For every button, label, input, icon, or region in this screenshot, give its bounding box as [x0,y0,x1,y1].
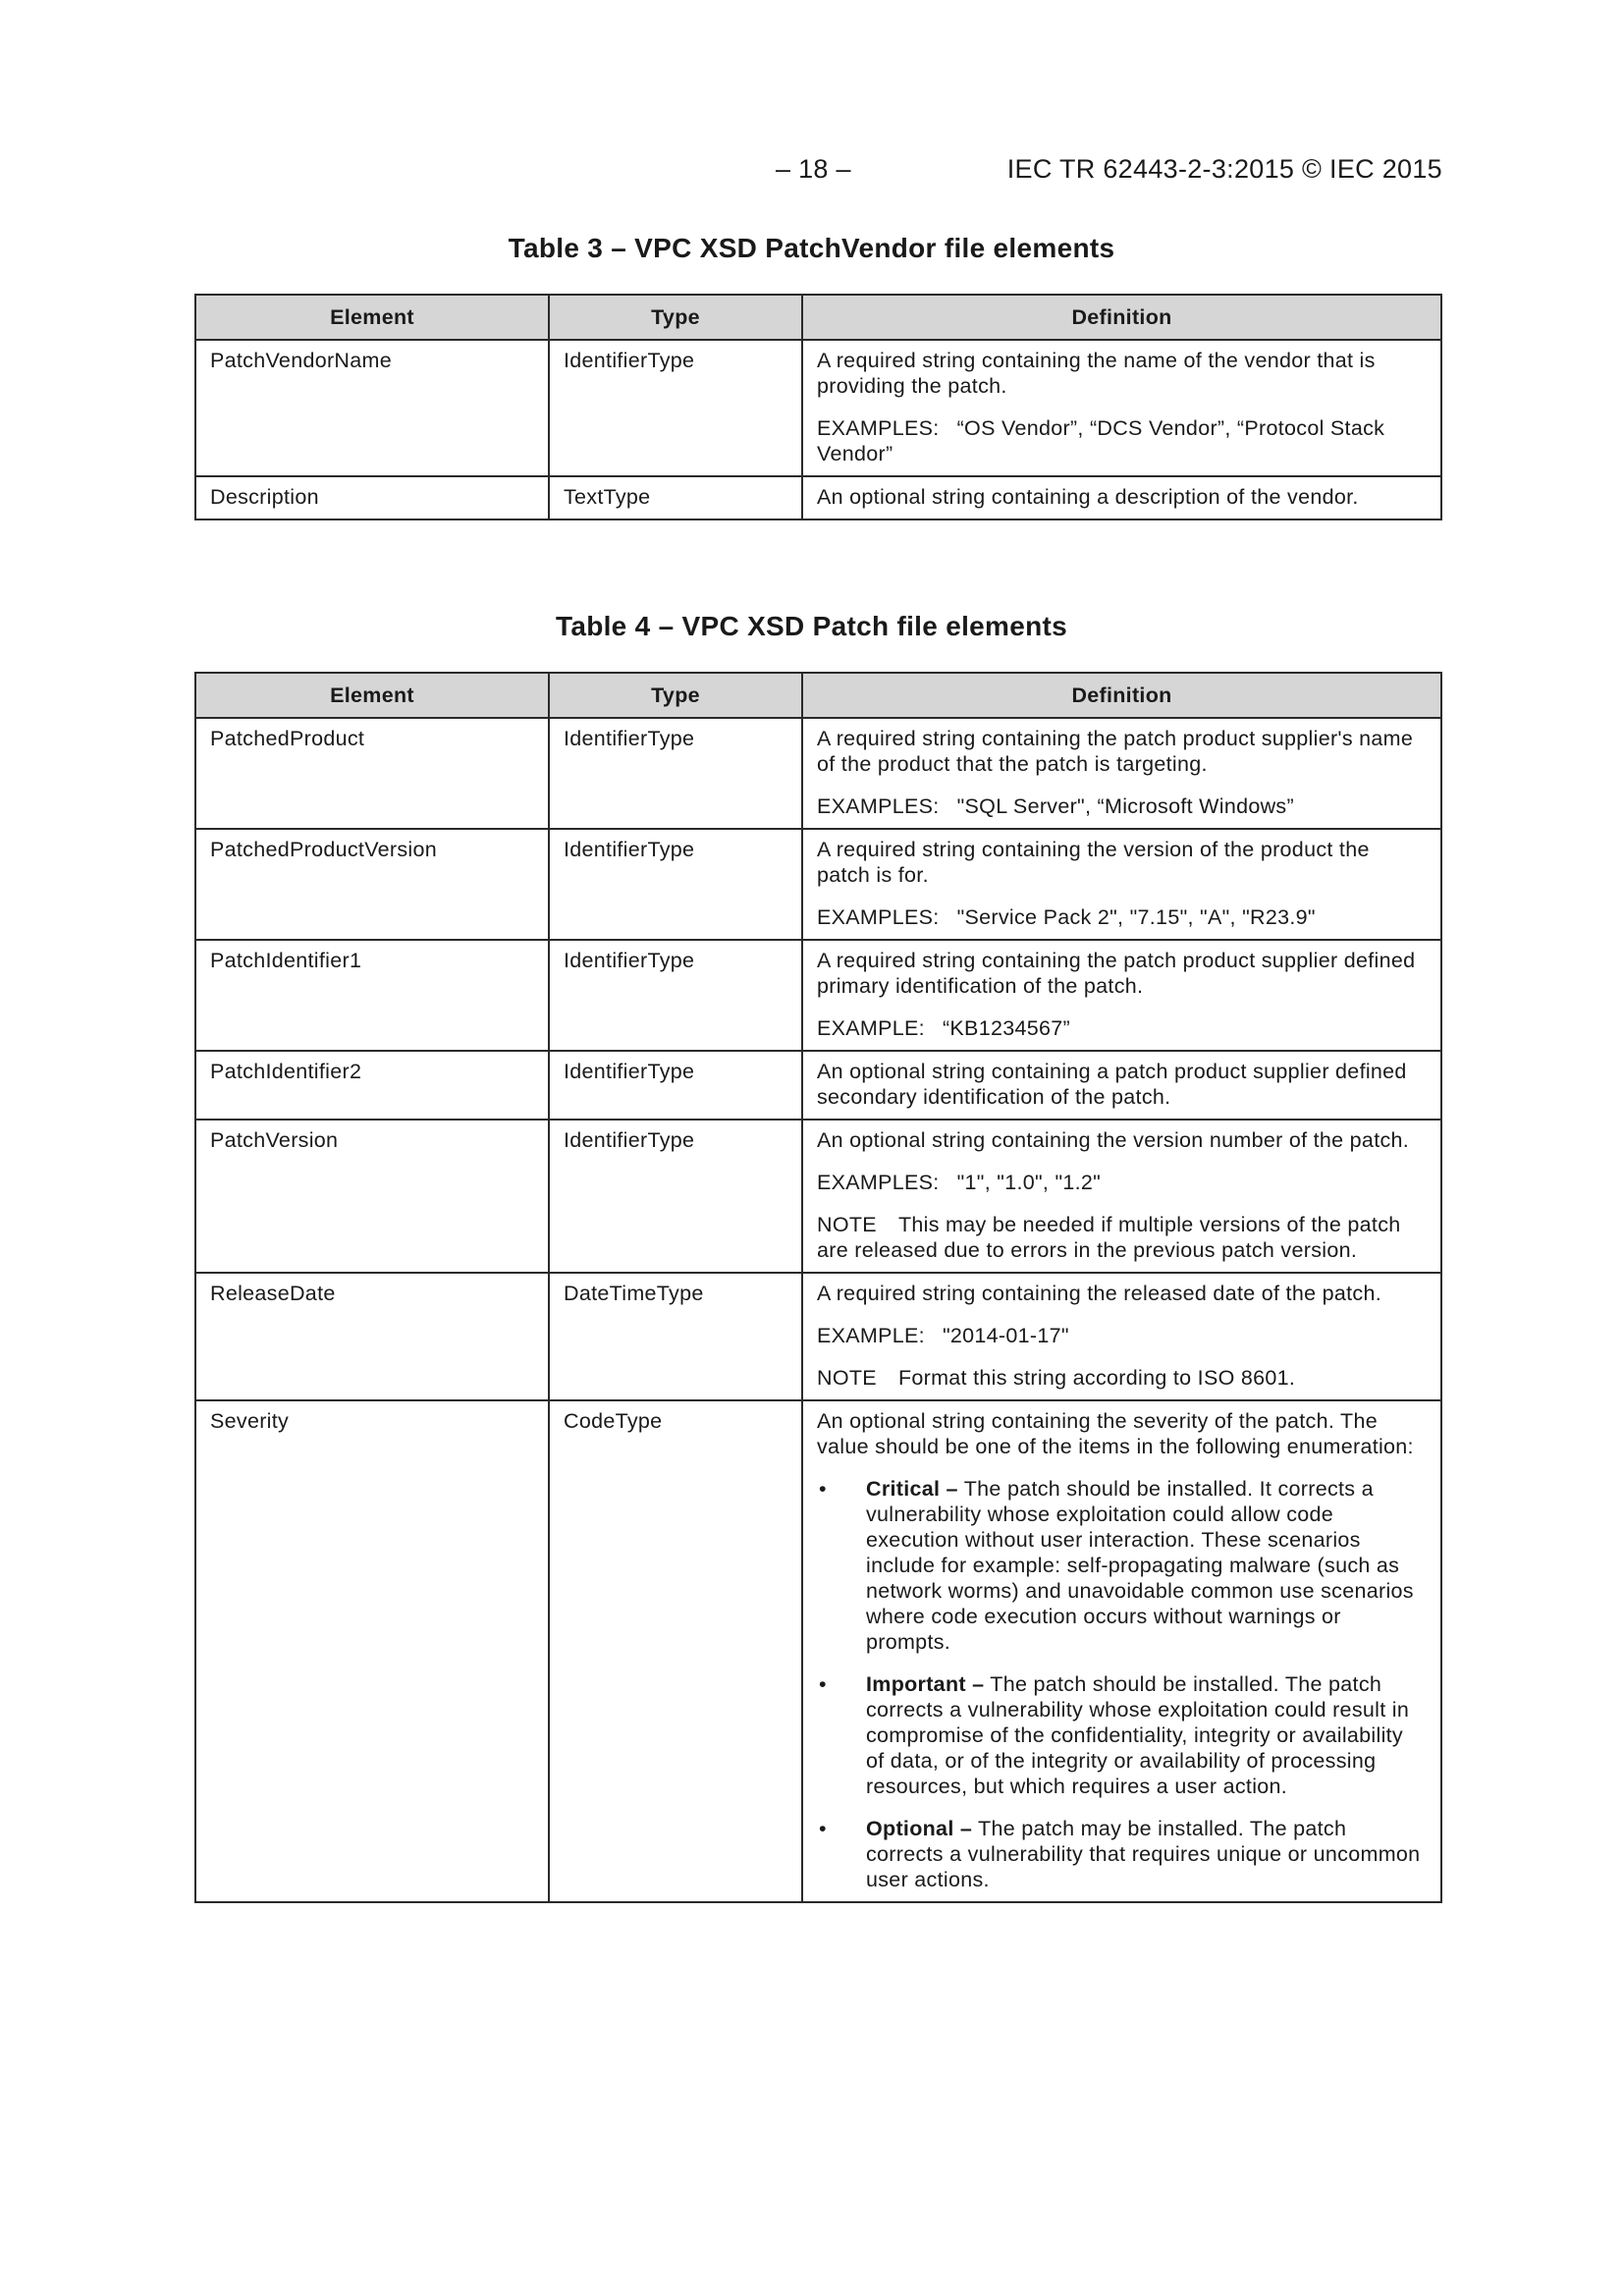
column-header-type: Type [549,673,802,718]
table-row [195,718,1441,829]
table-row [195,829,1441,940]
page-header [0,154,1623,190]
example-value: “OS Vendor”, “DCS Vendor”, “Protocol Stack Vendor” [817,416,1385,465]
table-row [195,340,1441,476]
element-cell: PatchVersion [195,1120,549,1273]
definition-cell [802,476,1441,519]
severity-term: Optional – [866,1817,973,1840]
severity-description: The patch should be installed. It corrects a vulnerability whose exploitation could allow code execution without user interaction. These scenarios include for example: self-propagating malware (such as network worms) and unavoidable common use scenarios where code execution occurs without warnings or prompts. [866,1477,1414,1654]
definition-cell [802,940,1441,1051]
note-text: Format this string according to ISO 8601. [897,1366,1296,1390]
bullet-icon: • [819,1672,827,1696]
column-header-type: Type [549,295,802,340]
note [817,1365,1427,1391]
type-cell: IdentifierType [549,1051,802,1120]
element-cell: ReleaseDate [195,1273,549,1400]
type-cell: IdentifierType [549,718,802,829]
example-label: EXAMPLE: [817,1324,925,1347]
table4-caption: Table 4 – VPC XSD Patch file elements [556,611,1067,641]
example-label: EXAMPLES: [817,416,940,440]
table-header-row [195,673,1441,718]
element-cell: PatchIdentifier2 [195,1051,549,1120]
type-cell: TextType [549,476,802,519]
example [817,1015,1427,1041]
example-value: "SQL Server", “Microsoft Windows” [956,794,1294,818]
element-cell: PatchedProduct [195,718,549,829]
table-row [195,1273,1441,1400]
type-cell: DateTimeType [549,1273,802,1400]
example [817,415,1427,466]
definition-cell [802,1051,1441,1120]
example [817,793,1427,819]
definition-text: A required string containing the version of the product the patch is for. [817,838,1370,887]
example-label: EXAMPLES: [817,905,940,929]
severity-list [817,1476,1427,1892]
definition-cell [802,1120,1441,1273]
severity-term: Important – [866,1672,985,1696]
table3-caption: Table 3 – VPC XSD PatchVendor file elements [508,233,1115,263]
element-cell: PatchVendorName [195,340,549,476]
severity-term: Critical – [866,1477,958,1501]
column-header-element: Element [195,673,549,718]
type-cell: IdentifierType [549,1120,802,1273]
note-text: This may be needed if multiple versions of the patch are released due to errors in the previous patch version. [817,1213,1401,1262]
table-row [195,1400,1441,1902]
table-row [195,1120,1441,1273]
severity-description: The patch should be installed. The patch corrects a vulnerability whose exploitation could result in compromise of the confidentiality, integrity or availability of data, or of the integrity or availability of processing resources, but which requires a user action. [866,1672,1410,1798]
example-label: EXAMPLES: [817,794,940,818]
example-label: EXAMPLES: [817,1171,940,1194]
element-cell: Description [195,476,549,519]
page-number: – 18 – [776,154,851,184]
definition-text: A required string containing the released date of the patch. [817,1282,1381,1305]
definition-text: An optional string containing the severity of the patch. The value should be one of the items in the following enumeration: [817,1409,1414,1458]
definition-text: An optional string containing a description of the vendor. [817,485,1359,509]
list-item [817,1476,1427,1655]
example-value: "2014-01-17" [942,1324,1069,1347]
note [817,1212,1427,1263]
list-item [817,1816,1427,1892]
definition-text: A required string containing the name of the vendor that is providing the patch. [817,349,1376,398]
type-cell: IdentifierType [549,829,802,940]
table-row [195,1051,1441,1120]
type-cell: IdentifierType [549,940,802,1051]
table-row [195,940,1441,1051]
element-cell: PatchIdentifier1 [195,940,549,1051]
example-value: "1", "1.0", "1.2" [956,1171,1102,1194]
table4 [194,672,1442,1903]
definition-cell [802,718,1441,829]
table-row [195,476,1441,519]
example [817,1323,1427,1348]
definition-text: A required string containing the patch product supplier's name of the product that the patch is targeting. [817,727,1414,776]
example-value: “KB1234567” [942,1016,1070,1040]
definition-cell [802,1273,1441,1400]
example [817,1170,1427,1195]
example-value: "Service Pack 2", "7.15", "A", "R23.9" [956,905,1316,929]
definition-cell [802,1400,1441,1902]
note-label: NOTE [817,1213,877,1236]
definition-cell [802,829,1441,940]
column-header-definition: Definition [802,295,1441,340]
bullet-icon: • [819,1817,827,1840]
table-header-row [195,295,1441,340]
table3 [194,294,1442,520]
element-cell: PatchedProductVersion [195,829,549,940]
element-cell: Severity [195,1400,549,1902]
type-cell: CodeType [549,1400,802,1902]
document-id: IEC TR 62443-2-3:2015 © IEC 2015 [1006,154,1442,184]
severity-description: The patch may be installed. The patch corrects a vulnerability that requires unique or uncommon user actions. [866,1817,1421,1891]
column-header-definition: Definition [802,673,1441,718]
definition-text: An optional string containing a patch product supplier defined secondary identification of the patch. [817,1060,1407,1109]
example [817,904,1427,930]
type-cell: IdentifierType [549,340,802,476]
list-item [817,1671,1427,1799]
definition-text: A required string containing the patch product supplier defined primary identification of the patch. [817,949,1416,998]
definition-text: An optional string containing the version number of the patch. [817,1128,1410,1152]
column-header-element: Element [195,295,549,340]
example-label: EXAMPLE: [817,1016,925,1040]
definition-cell [802,340,1441,476]
bullet-icon: • [819,1477,827,1501]
note-label: NOTE [817,1366,877,1390]
